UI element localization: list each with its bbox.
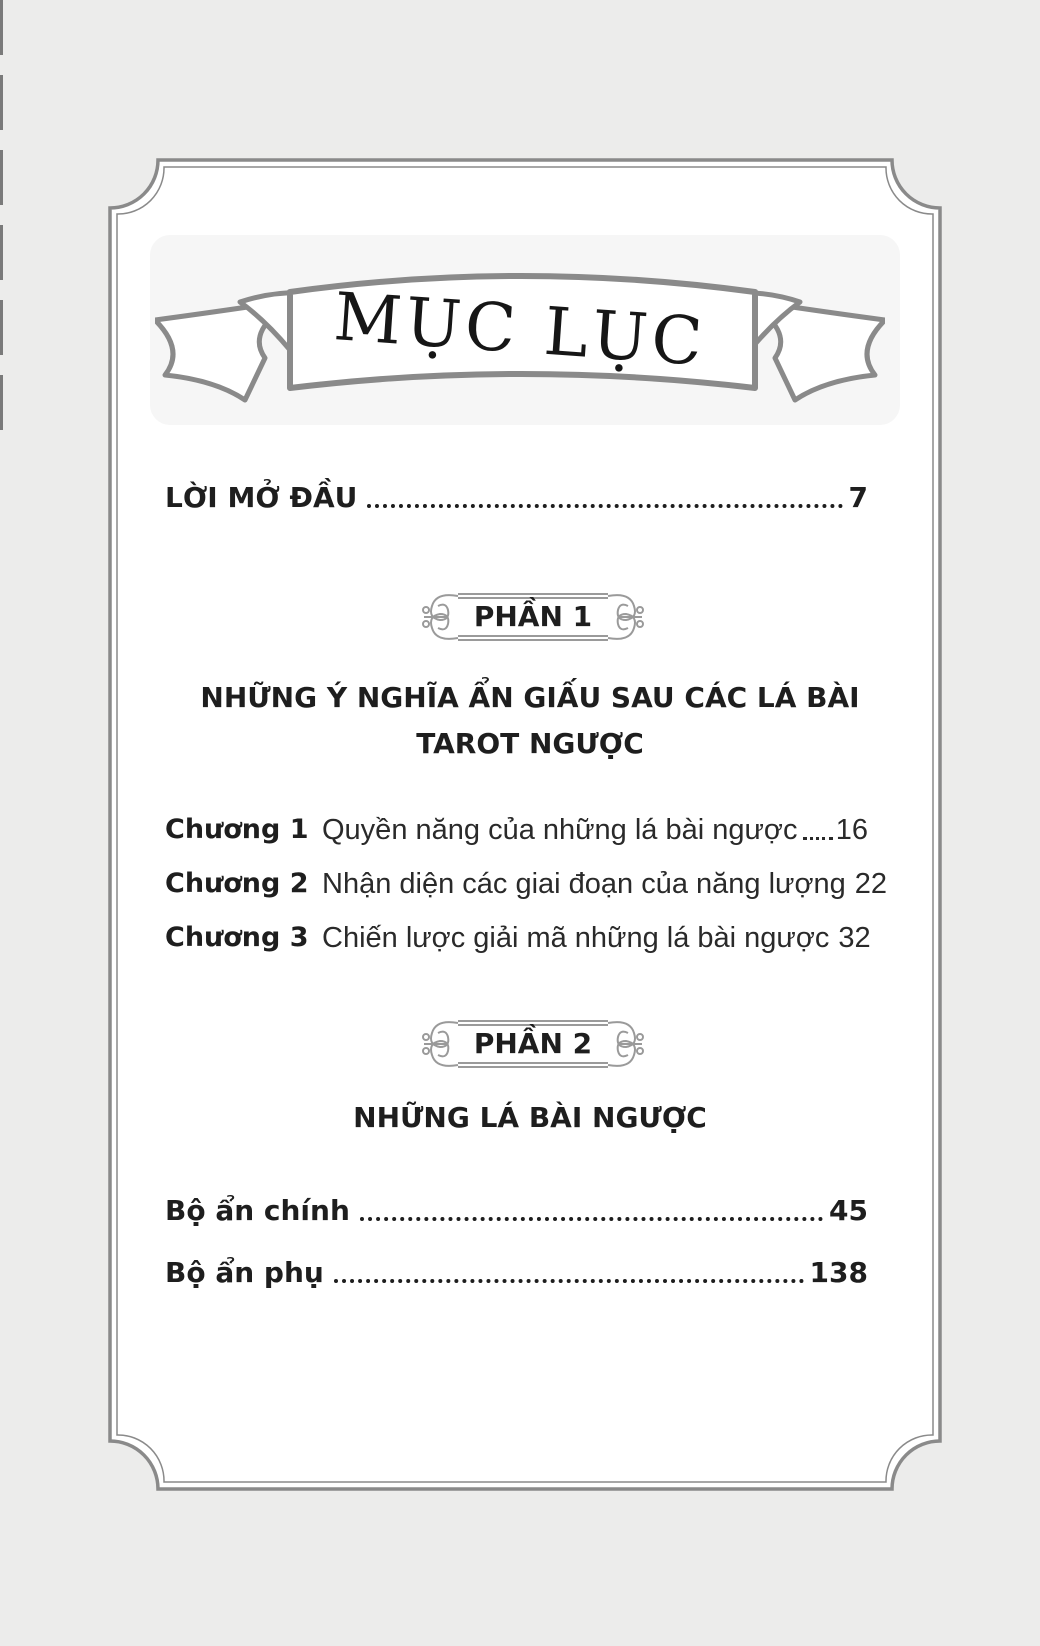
part-2-badge — [418, 1015, 648, 1073]
part-2-label: PHẦN 2 — [473, 1027, 593, 1060]
chapter-title: Nhận diện các giai đoạn của năng lượng — [322, 868, 846, 900]
part-1-label: PHẦN 1 — [473, 600, 593, 633]
chapter-page: 16 — [835, 814, 868, 846]
part-2-title-line-1: NHỮNG LÁ BÀI NGƯỢC — [353, 1101, 707, 1134]
dot-leader — [367, 504, 842, 508]
toc-entry-chapter-3[interactable] — [165, 920, 871, 956]
chapter-label: Chương 3 — [165, 922, 309, 953]
dot-leader — [803, 837, 832, 840]
part-1-title-line-2: TAROT NGƯỢC — [416, 727, 644, 760]
toc-entry-label: Bộ ẩn phụ — [165, 1256, 324, 1289]
toc-entry-label: Bộ ẩn chính — [165, 1194, 350, 1227]
toc-entry-chapter-2[interactable] — [165, 866, 888, 902]
chapter-page: 32 — [838, 922, 871, 954]
dot-leader — [334, 1279, 804, 1283]
toc-entry-intro[interactable] — [165, 480, 868, 516]
toc-entry-major-arcana[interactable] — [165, 1193, 868, 1229]
toc-entry-page: 7 — [848, 481, 868, 514]
toc-entry-chapter-1[interactable] — [165, 812, 868, 848]
toc-entry-page: 45 — [829, 1194, 868, 1227]
dot-leader — [360, 1217, 823, 1221]
toc-entry-minor-arcana[interactable] — [165, 1255, 868, 1291]
chapter-title: Chiến lược giải mã những lá bài ngược — [322, 922, 830, 954]
part-1-badge — [418, 588, 648, 646]
part-1-title — [200, 675, 860, 767]
chapter-label: Chương 2 — [165, 868, 309, 899]
part-2-title — [200, 1095, 860, 1141]
chapter-title: Quyền năng của những lá bài ngược — [322, 814, 798, 846]
chapter-label: Chương 1 — [165, 814, 309, 845]
chapter-page: 22 — [854, 868, 888, 900]
toc-entry-label: LỜI MỞ ĐẦU — [165, 481, 358, 514]
part-1-title-line-1: NHỮNG Ý NGHĨA ẨN GIẤU SAU CÁC LÁ BÀI — [200, 681, 860, 714]
toc-entry-page: 138 — [809, 1256, 868, 1289]
page-title: MỤC LỤC — [331, 278, 709, 381]
